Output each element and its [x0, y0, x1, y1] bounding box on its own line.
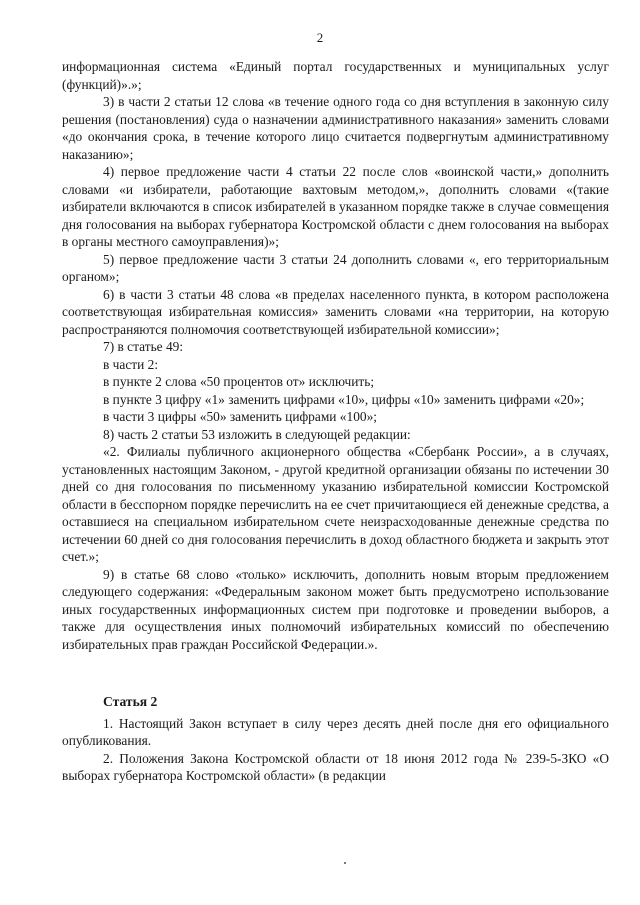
article-paragraph-1: 1. Настоящий Закон вступает в силу через десять дней после дня его официального опубликования. — [62, 715, 609, 748]
paragraph-item-7-point-3: в пункте 3 цифру «1» заменить цифрами «10», цифры «10» заменить цифрами «20»; — [103, 391, 585, 407]
paragraph-item-5: 5) первое предложение части 3 статьи 24 дополнить словами «, его территориальным органом»; — [62, 251, 609, 284]
paragraph-continuation: информационная система «Единый портал государственных и муниципальных услуг (функций)».»; — [62, 59, 609, 92]
paragraph-item-6: 6) в части 3 статьи 48 слова «в пределах населенного пункта, в котором расположена соответствующая избирательная комиссия» заменить словами «на территории, на которую распространяются полномочия соответствующей избирательной комиссии»; — [62, 286, 609, 337]
article-heading: Статья 2 — [103, 694, 158, 709]
paragraph-item-8: 8) часть 2 статьи 53 изложить в следующей редакции: — [103, 426, 411, 442]
scan-speck — [344, 862, 346, 864]
paragraph-item-7-point-2: в пункте 2 слова «50 процентов от» исключить; — [103, 374, 375, 389]
paragraph-item-7: 7) в статье 49: — [103, 339, 184, 354]
paragraph-item-3: 3) в части 2 статьи 12 слова «в течение одного года со дня вступления в законную силу решения (постановления) суда о назначении административного наказания» заменить словами «до окончания срока, в течение которого лицо считается подвергнутым административному наказанию»; — [62, 94, 609, 162]
article-paragraph-2: 2. Положения Закона Костромской области от 18 июня 2012 года № 239-5-ЗКО «О выборах губернатора Костромской области» (в редакции — [62, 750, 609, 783]
paragraph-item-7-part-3: в части 3 цифры «50» заменить цифрами «100»; — [103, 409, 377, 424]
paragraph-item-4: 4) первое предложение части 4 статьи 22 после слов «воинской части,» дополнить словами «и избиратели, работающие вахтовым методом,», дополнить словами «(такие избиратели включаются в список избирателей в указанном порядке также в случае совмещения дня голосования на выборах губернатора Костромской области с днем голосования на выборах в органы местного самоуправления)»; — [62, 164, 609, 249]
document-body — [62, 58, 609, 785]
paragraph-item-8-quote: «2. Филиалы публичного акционерного общества «Сбербанк России», а в случаях, установленных настоящим Законом, - другой кредитной организации обязаны по истечении 30 дней со дня голосования по письменному указанию избирательной комиссии Костромской области в бесспорном порядке перечислить на ее счет причитающиеся ей денежные средства, а оставшиеся на специальном избирательном счете неизрасходованные денежные средства по истечении 60 дней со дня голосования перечислить в доход областного бюджета и закрыть этот счет.»; — [62, 444, 609, 564]
paragraph-item-7-part-2: в части 2: — [103, 356, 159, 372]
page-number: 2 — [316, 30, 324, 45]
paragraph-item-9: 9) в статье 68 слово «только» исключить, дополнить новым вторым предложением следующего содержания: «Федеральным законом может быть предусмотрено использование иных государственных информационных систем при подготовке и проведении выборов, а также для осуществления иных полномочий избирательных комиссий по обеспечению избирательных прав граждан Российской Федерации.». — [62, 566, 609, 652]
